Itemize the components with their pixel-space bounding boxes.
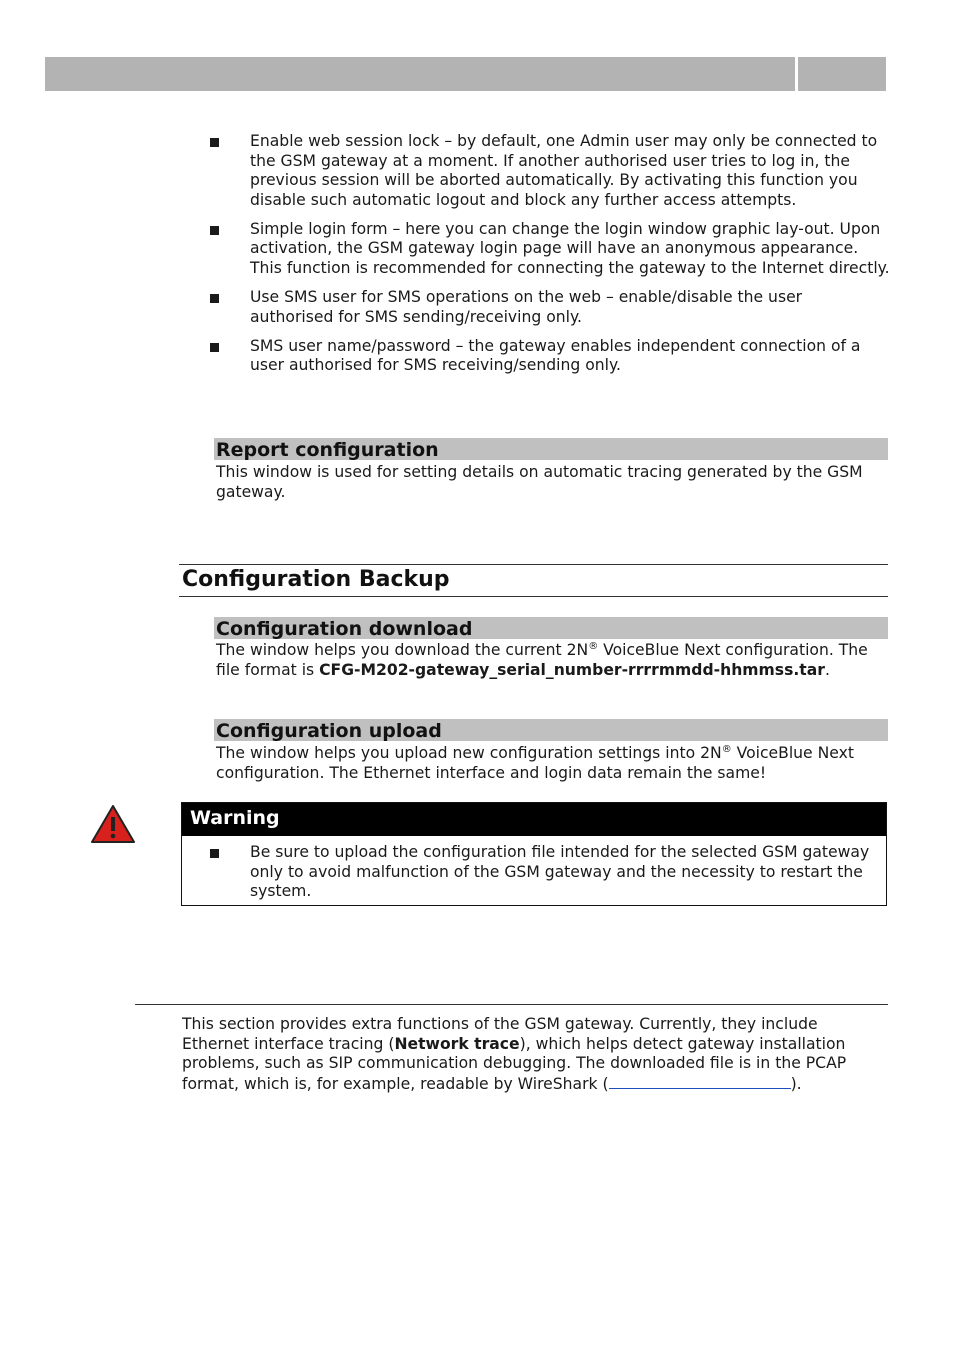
- warning-title: Warning: [182, 803, 886, 836]
- bullet-square-icon: [210, 138, 219, 147]
- section-title: Configuration Backup: [182, 567, 450, 592]
- configuration-download-text: The window helps you download the current 2N® VoiceBlue Next configuration. The file format is CFG-M202-gateway_serial_number-rrrrmmdd-hhmmss.tar.: [216, 640, 868, 679]
- warning-triangle-icon: [90, 804, 136, 844]
- list-item: Enable web session lock – by default, one Admin user may only be connected to the GSM gateway at a moment. If another authorised user tries to log in, the previous session will be aborted automatically. By activating this function you disable such automatic logout and block any further access attempts.: [210, 132, 890, 210]
- page-header-bar: [45, 57, 795, 91]
- report-configuration-text: This window is used for setting details on automatic tracing generated by the GSM gateway.: [216, 463, 863, 501]
- options-bullet-list: [210, 132, 890, 386]
- report-configuration-heading: Report configuration: [214, 438, 888, 460]
- list-item: SMS user name/password – the gateway enables independent connection of a user authorised for SMS receiving/sending only.: [210, 337, 890, 376]
- warning-item: Be sure to upload the configuration file intended for the selected GSM gateway only to avoid malfunction of the GSM gateway and the necessity to restart the system.: [210, 843, 890, 902]
- config-filename: CFG-M202-gateway_serial_number-rrrrmmdd-hhmmss.tar: [319, 660, 825, 679]
- configuration-upload-text: The window helps you upload new configuration settings into 2N® VoiceBlue Next configuration. The Ethernet interface and login data remain the same!: [216, 743, 854, 782]
- extra-functions-text: This section provides extra functions of the GSM gateway. Currently, they include Ethernet interface tracing (Network trace), which helps detect gateway installation problems, such as SIP communication debugging. The downloaded file is in the PCAP format, which is, for example, readable by WireShark ( ).: [182, 1015, 847, 1093]
- section-rule-top: [179, 564, 888, 565]
- network-trace-label: Network trace: [394, 1034, 520, 1053]
- list-item: Simple login form – here you can change the login window graphic lay-out. Upon activation, the GSM gateway login page will have an anonymous appearance. This function is recommended for connecting the gateway to the Internet directly.: [210, 220, 890, 279]
- section-rule-extra: [135, 1004, 888, 1005]
- warning-box: [181, 802, 887, 906]
- bullet-square-icon: [210, 849, 219, 858]
- list-item: Use SMS user for SMS operations on the web – enable/disable the user authorised for SMS sending/receiving only.: [210, 288, 890, 327]
- configuration-download-heading: Configuration download: [214, 617, 888, 639]
- configuration-upload-heading: Configuration upload: [214, 719, 888, 741]
- section-rule-bottom: [179, 596, 888, 597]
- bullet-square-icon: [210, 343, 219, 352]
- page-header-number-box: [798, 57, 886, 91]
- bullet-square-icon: [210, 226, 219, 235]
- bullet-square-icon: [210, 294, 219, 303]
- wireshark-link[interactable]: [609, 1074, 791, 1089]
